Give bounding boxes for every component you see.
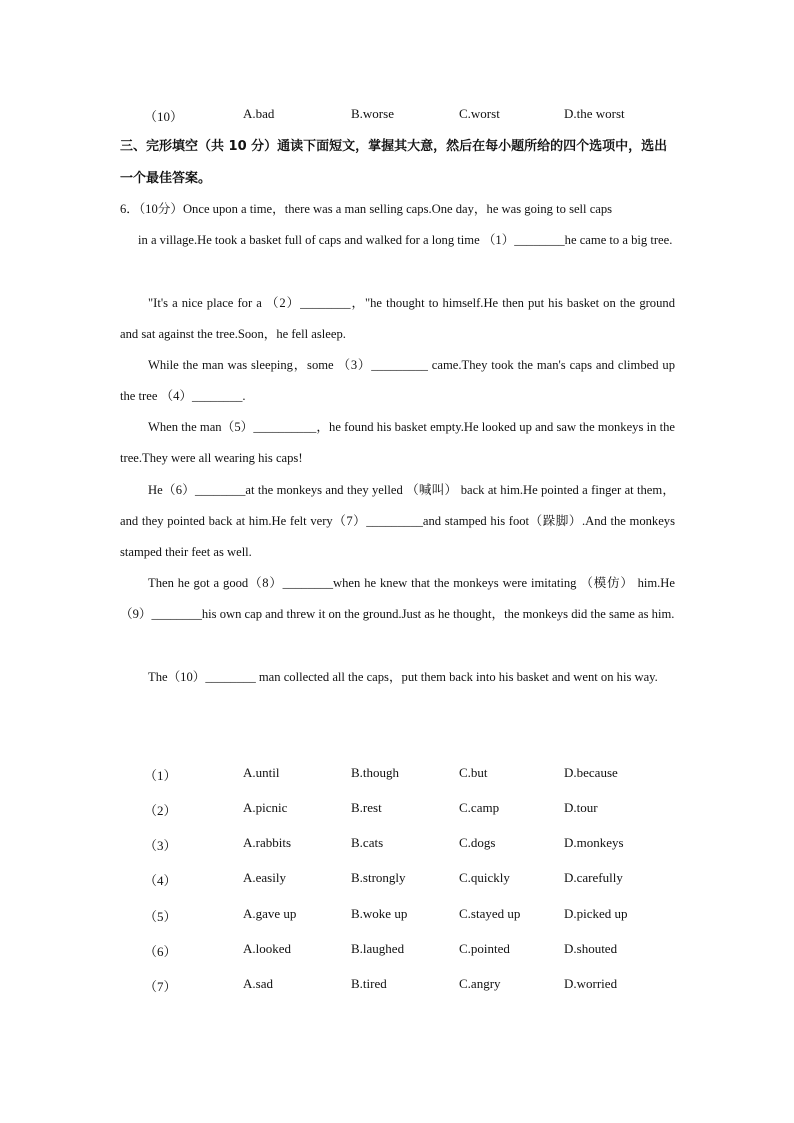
option-c: C.camp bbox=[459, 800, 500, 815]
passage-paragraph-6: The（10）________ man collected all the caps，put them back into his basket and went on his way. bbox=[148, 670, 658, 684]
option-d: D.carefully bbox=[564, 870, 623, 885]
option-number: （7） bbox=[144, 979, 177, 994]
option-a: A.easily bbox=[243, 870, 286, 885]
option-b: B.strongly bbox=[351, 870, 406, 885]
passage-paragraph-2: While the man was sleeping，some （3）_________ came.They took the man's caps and climbed up the tree （4）________. bbox=[120, 358, 675, 403]
option-a: A.picnic bbox=[243, 800, 288, 815]
option-b: B.tired bbox=[351, 976, 387, 991]
option-c: C.pointed bbox=[459, 941, 510, 956]
passage-paragraph-4: He（6）________at the monkeys and they yelled （喊叫） back at him.He pointed a finger at them，and they pointed back at him.He felt very（7）_________and stamped his foot（跺脚）.And the monkeys stamped their feet as well. bbox=[120, 483, 675, 559]
option-a: A.until bbox=[243, 765, 280, 780]
option-number: （4） bbox=[144, 873, 177, 888]
option-number: （2） bbox=[144, 803, 177, 818]
option-number: （3） bbox=[144, 838, 177, 853]
option-b: B.rest bbox=[351, 800, 382, 815]
option-d: D.tour bbox=[564, 800, 598, 815]
option-c: C.angry bbox=[459, 976, 501, 991]
option-a: A.sad bbox=[243, 976, 273, 991]
option-c: C.but bbox=[459, 765, 488, 780]
option-row-1 bbox=[0, 765, 794, 785]
option-number: （5） bbox=[144, 909, 177, 924]
question-header bbox=[120, 194, 675, 256]
section-title: 三、完形填空（共 10 分）通读下面短文，掌握其大意，然后在每小题所给的四个选项中，选出一个最佳答案。 bbox=[120, 139, 668, 186]
option-row-6 bbox=[0, 941, 794, 961]
question-header-continuation: in a village.He took a basket full of caps and walked for a long time （1）________he came to a big tree. bbox=[138, 233, 673, 247]
option-d: D.because bbox=[564, 765, 618, 780]
option-c: C.worst bbox=[459, 106, 500, 121]
option-d: D.picked up bbox=[564, 906, 628, 921]
option-row-10 bbox=[0, 106, 794, 126]
option-b: B.woke up bbox=[351, 906, 408, 921]
option-d: D.the worst bbox=[564, 106, 625, 121]
option-c: C.dogs bbox=[459, 835, 496, 850]
option-b: B.laughed bbox=[351, 941, 405, 956]
option-row-5 bbox=[0, 906, 794, 926]
passage-paragraph-1: "It's a nice place for a （2）________，"he thought to himself.He then put his basket on the ground and sat against the tree.Soon，he fell asleep. bbox=[120, 296, 675, 341]
option-a: A.looked bbox=[243, 941, 292, 956]
option-c: C.quickly bbox=[459, 870, 510, 885]
option-a: A.bad bbox=[243, 106, 275, 121]
passage-paragraph-3: When the man（5）__________，he found his basket empty.He looked up and saw the monkeys in the tree.They were all wearing his caps! bbox=[120, 420, 675, 465]
option-d: D.worried bbox=[564, 976, 618, 991]
option-c: C.stayed up bbox=[459, 906, 521, 921]
option-d: D.shouted bbox=[564, 941, 618, 956]
option-d: D.monkeys bbox=[564, 835, 624, 850]
option-row-3 bbox=[0, 835, 794, 855]
passage-paragraph-5: Then he got a good（8）________when he knew that the monkeys were imitating （模仿） him.He （9）________his own cap and threw it on the ground.Just as he thought，the monkeys did the same as him. bbox=[120, 576, 675, 621]
option-b: B.though bbox=[351, 765, 400, 780]
option-a: A.gave up bbox=[243, 906, 297, 921]
option-row-4 bbox=[0, 870, 794, 890]
option-number: （6） bbox=[144, 944, 177, 959]
option-number: （10） bbox=[144, 109, 184, 124]
option-b: B.cats bbox=[351, 835, 384, 850]
option-a: A.rabbits bbox=[243, 835, 292, 850]
option-b: B.worse bbox=[351, 106, 394, 121]
question-header-line: 6．（10分）Once upon a time，there was a man selling caps.One day，he was going to sell caps bbox=[120, 202, 613, 216]
option-row-7 bbox=[0, 976, 794, 996]
option-number: （1） bbox=[144, 768, 177, 783]
option-row-2 bbox=[0, 800, 794, 820]
